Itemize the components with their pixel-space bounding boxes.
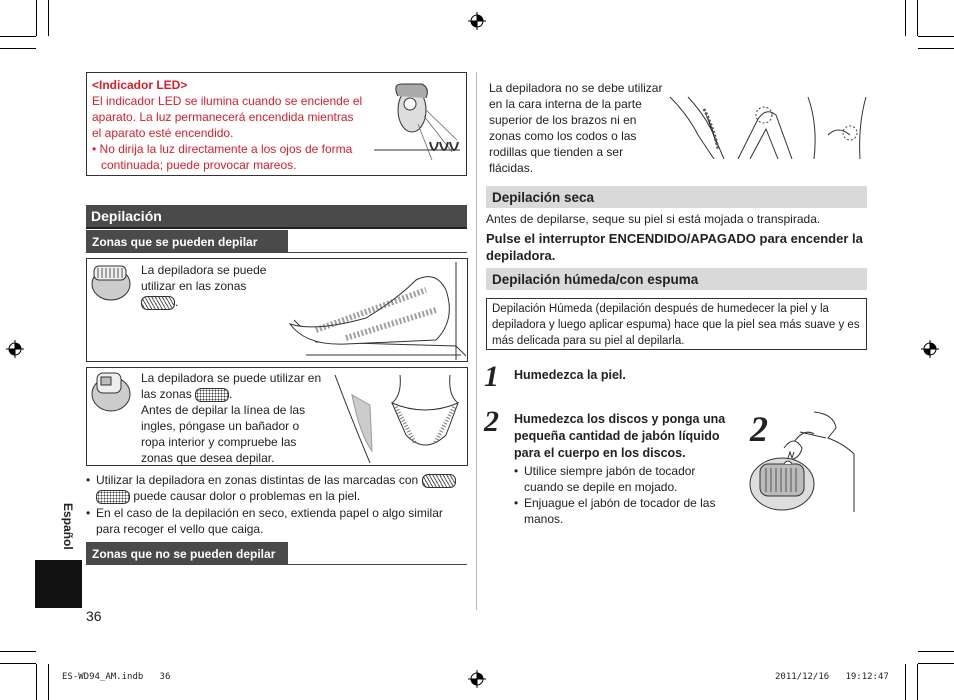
- hatched-zone-icon: [141, 296, 175, 310]
- arms-knees-illustration: [668, 95, 868, 159]
- no-zonas-header: [86, 542, 288, 564]
- humeda-header: [486, 268, 867, 290]
- seca-bold: Pulse el interruptor ENCENDIDO/APAGADO para encender la depiladora.: [486, 231, 863, 263]
- rule: [86, 564, 467, 565]
- page-number: 36: [86, 608, 102, 624]
- led-warning: [92, 141, 373, 173]
- no-zonas-title: Zonas que no se pueden depilar: [92, 547, 276, 561]
- step2-bullet1: Utilice siempre jabón de tocador cuando se depile en mojado.: [524, 464, 696, 494]
- step2-number: 2: [484, 405, 499, 438]
- crop-mark: [48, 0, 49, 36]
- crop-mark: [918, 36, 954, 37]
- depilacion-bullets: [86, 472, 468, 537]
- bullet1-text-a: Utilizar la depiladora en zonas distintas de las marcadas con: [96, 473, 419, 487]
- step1-text: Humedezca la piel.: [514, 368, 626, 382]
- box2-label: La depiladora se puede utilizar en las zonas: [141, 371, 322, 401]
- crop-mark: [918, 663, 954, 664]
- crop-mark: [918, 651, 954, 652]
- step2-text: Humedezca los discos y ponga una pequeña cantidad de jabón líquido para el cuerpo en los discos.: [514, 412, 726, 460]
- box1-text: La depiladora se puede utilizar en las zonas .: [141, 263, 267, 309]
- registration-mark-icon: [921, 340, 939, 358]
- crop-mark: [36, 664, 37, 700]
- box2-note: Antes de depilar la línea de las ingles, póngase un bañador o ropa interior y compruebe las zonas que desea depilar.: [141, 403, 306, 465]
- bikini-illustration: [330, 375, 465, 463]
- led-warning-text: No dirija la luz directamente a los ojos de forma continuada; puede provocar mareos.: [99, 142, 353, 172]
- seca-text: Antes de depilarse, seque su piel si está mojada o transpirada.: [486, 212, 821, 226]
- crop-mark: [0, 663, 36, 664]
- bullet-item: [86, 472, 468, 504]
- language-tab: [35, 560, 82, 608]
- crop-mark: [918, 48, 954, 49]
- crop-mark: [36, 0, 37, 36]
- seca-header: [486, 186, 867, 208]
- humeda-box: [486, 298, 867, 350]
- box1-label: La depiladora se puede utilizar en las zonas: [141, 263, 267, 293]
- depilacion-header: [86, 205, 467, 229]
- footer-datetime: 2011/12/16 19:12:47: [775, 672, 889, 682]
- bullet-item: [86, 505, 468, 537]
- step2-bullets: [514, 463, 726, 527]
- bullet1-text-b: puede causar dolor o problemas en la piel.: [133, 489, 361, 503]
- registration-mark-icon: [468, 12, 486, 30]
- led-device-illustration: [372, 80, 462, 164]
- crop-mark: [0, 651, 36, 652]
- humeda-title: Depilación húmeda/con espuma: [492, 272, 699, 287]
- dotted-zone-icon: [195, 388, 229, 402]
- bullet-item: [514, 495, 726, 527]
- arms-text: La depiladora no se debe utilizar en la cara interna de la parte superior de los brazos ni en zonas como los codos o las rodillas que tienden a ser flácidas.: [489, 81, 663, 175]
- hatched-zone-icon: [422, 474, 456, 488]
- registration-mark-icon: [468, 670, 486, 688]
- bullet2-text: En el caso de la depilación en seco, extienda papel o algo similar para recoger el vello que caiga.: [96, 506, 443, 536]
- crop-mark: [917, 0, 918, 36]
- soap-epilator-illustration: [744, 408, 858, 512]
- led-title: <Indicador LED>: [92, 78, 188, 92]
- dotted-zone-icon: [96, 490, 130, 504]
- crop-mark: [905, 0, 906, 36]
- rule: [86, 252, 467, 253]
- humeda-box-text: Depilación Húmeda (depilación después de humedecer la piel y la depiladora y luego aplicar espuma) hace que la piel sea más suave y es más delicada para su piel al depilarla.: [492, 303, 860, 347]
- step1-number: 1: [484, 360, 499, 393]
- language-label: Español: [61, 503, 75, 550]
- zonas-header: [86, 230, 288, 252]
- box2-text: La depiladora se puede utilizar en las zonas . Antes de depilar la línea de las ingles, póngase un bañador o ropa interior y compruebe las zonas que desea depilar.: [141, 371, 322, 465]
- bullet: •: [92, 142, 100, 156]
- registration-mark-icon: [6, 340, 24, 358]
- legs-illustration: [286, 260, 466, 360]
- column-divider: [476, 72, 477, 610]
- bullet-item: [514, 463, 726, 495]
- crop-mark: [48, 664, 49, 700]
- crop-mark: [0, 48, 36, 49]
- step2-bullet2: Enjuague el jabón de tocador de las manos.: [524, 496, 716, 526]
- epilator-head-icon: [90, 262, 132, 302]
- crop-mark: [0, 36, 36, 37]
- crop-mark: [905, 664, 906, 700]
- crop-mark: [917, 664, 918, 700]
- zonas-title: Zonas que se pueden depilar: [92, 235, 258, 249]
- led-text: El indicador LED se ilumina cuando se enciende el aparato. La luz permanecerá encendida mientras el aparato esté encendido.: [92, 94, 363, 140]
- footer-file: ES-WD94_AM.indb 36: [62, 672, 171, 682]
- depilacion-title: Depilación: [91, 208, 162, 224]
- seca-title: Depilación seca: [492, 190, 595, 205]
- step2-figure-label: 2: [750, 409, 768, 449]
- epilator-cap-icon: [90, 370, 132, 414]
